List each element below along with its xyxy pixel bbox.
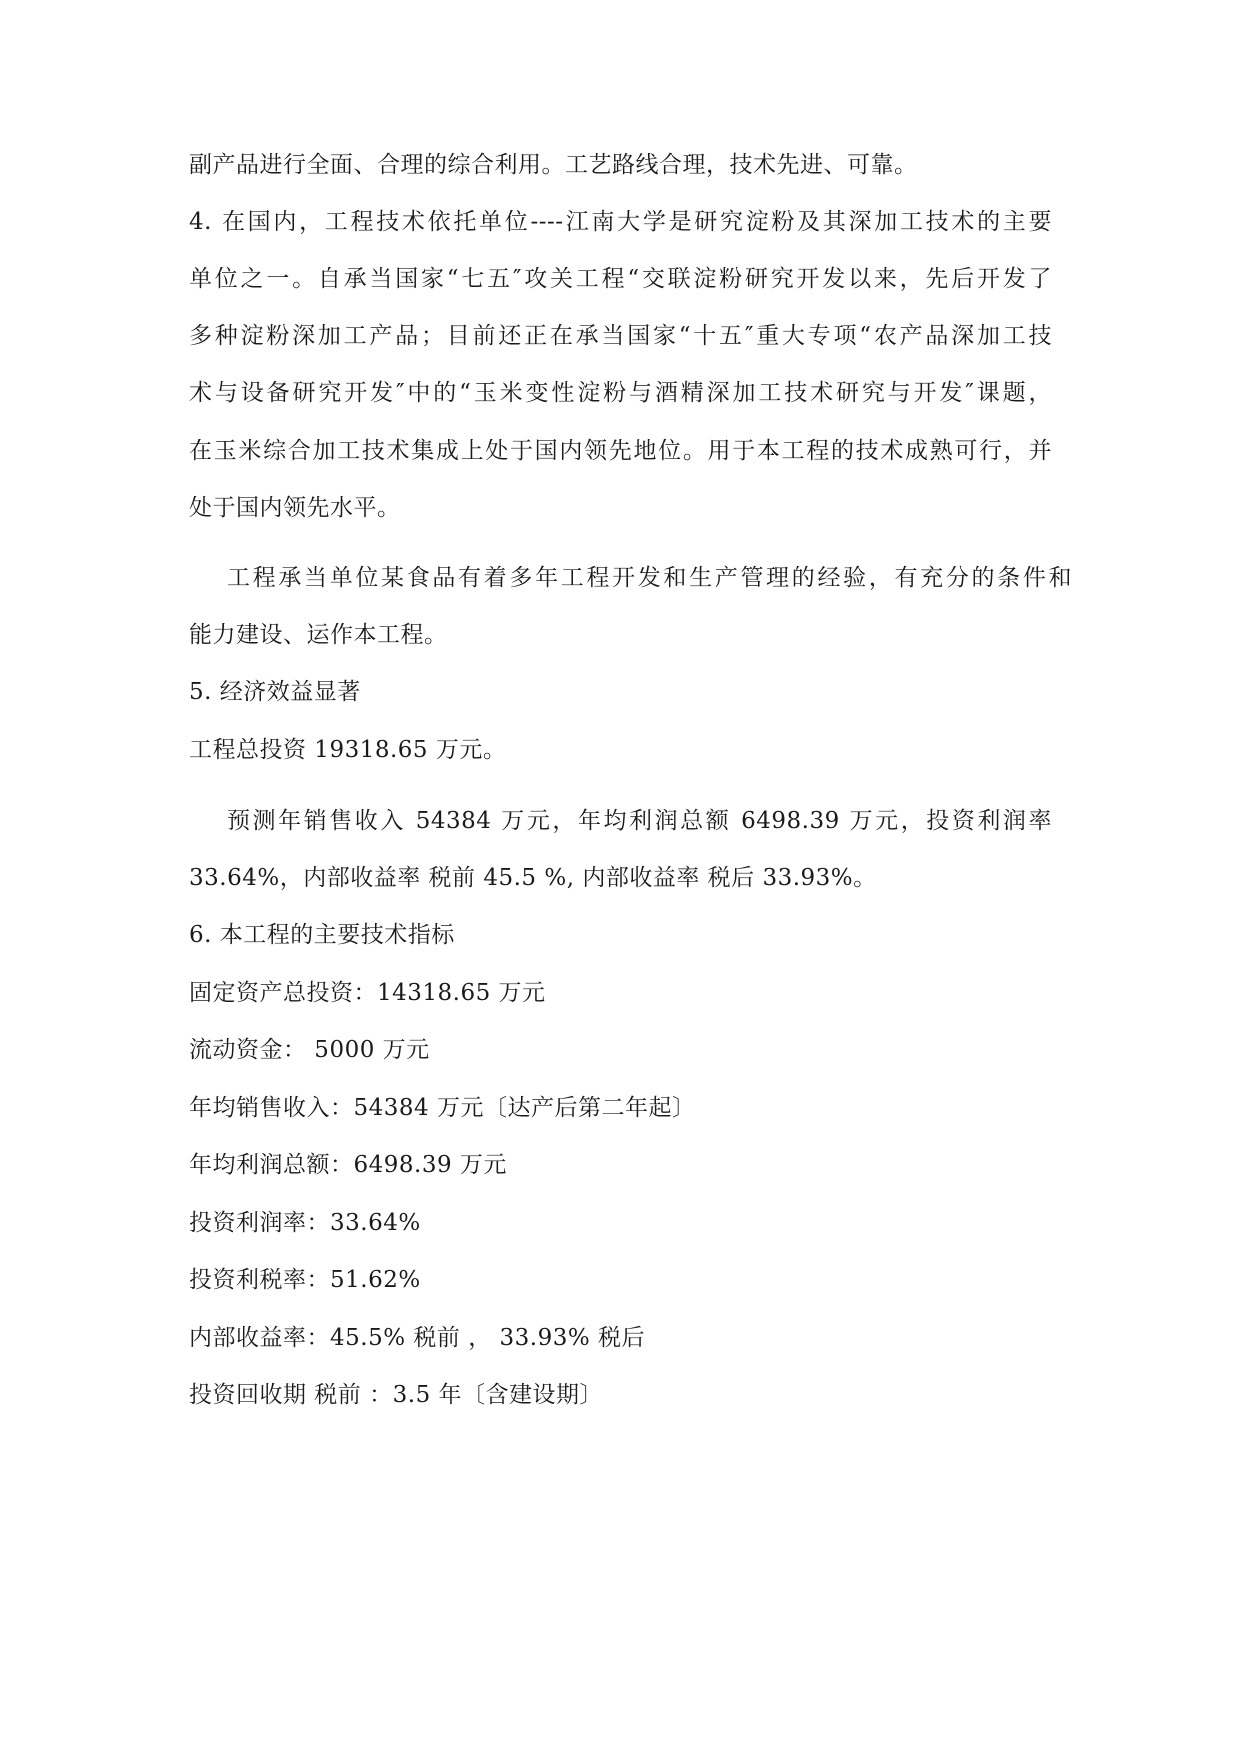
text-line-7: 处于国内领先水平。 <box>189 495 401 521</box>
text-line-9: 能力建设、运作本工程。 <box>189 622 448 648</box>
text-line-4: 多种淀粉深加工产品；目前还正在承当国家“十五″重大专项“农产品深加工技 <box>189 323 1052 349</box>
text-line-1: 副产品进行全面、合理的综合利用。工艺路线合理，技术先进、可靠。 <box>189 152 918 178</box>
text-line-3: 单位之一。自承当国家“七五″攻关工程“交联淀粉研究开发以来，先后开发了 <box>189 266 1052 292</box>
text-line-6: 在玉米综合加工技术集成上处于国内领先地位。用于本工程的技术成熟可行，并 <box>189 438 1052 464</box>
metric-working-capital: 流动资金： 5000 万元 <box>189 1037 430 1063</box>
text-line-11: 工程总投资 19318.65 万元。 <box>189 737 507 763</box>
metric-fixed-assets: 固定资产总投资：14318.65 万元 <box>189 980 546 1006</box>
metric-annual-profit: 年均利润总额：6498.39 万元 <box>189 1152 507 1178</box>
text-line-12: 预测年销售收入 54384 万元，年均利润总额 6498.39 万元，投资利润率 <box>227 808 1052 834</box>
metric-tax-rate: 投资利税率：51.62% <box>189 1267 421 1293</box>
metric-annual-sales: 年均销售收入：54384 万元〔达产后第二年起〕 <box>189 1095 696 1121</box>
section-heading-5: 5. 经济效益显著 <box>189 679 361 705</box>
metric-payback: 投资回收期 税前 ：3.5 年〔含建设期〕 <box>189 1382 604 1408</box>
text-line-13: 33.64%，内部收益率 税前 45.5 %, 内部收益率 税后 33.93%。 <box>189 865 877 891</box>
text-line-5: 术与设备研究开发″中的“玉米变性淀粉与酒精深加工技术研究与开发″课题， <box>189 380 1052 406</box>
text-line-2: 4. 在国内，工程技术依托单位----江南大学是研究淀粉及其深加工技术的主要 <box>189 209 1052 235</box>
section-heading-6: 6. 本工程的主要技术指标 <box>189 922 455 948</box>
text-line-8: 工程承当单位某食品有着多年工程开发和生产管理的经验，有充分的条件和 <box>227 565 1072 591</box>
metric-irr: 内部收益率：45.5% 税前 ， 33.93% 税后 <box>189 1325 646 1351</box>
metric-profit-rate: 投资利润率：33.64% <box>189 1210 421 1236</box>
